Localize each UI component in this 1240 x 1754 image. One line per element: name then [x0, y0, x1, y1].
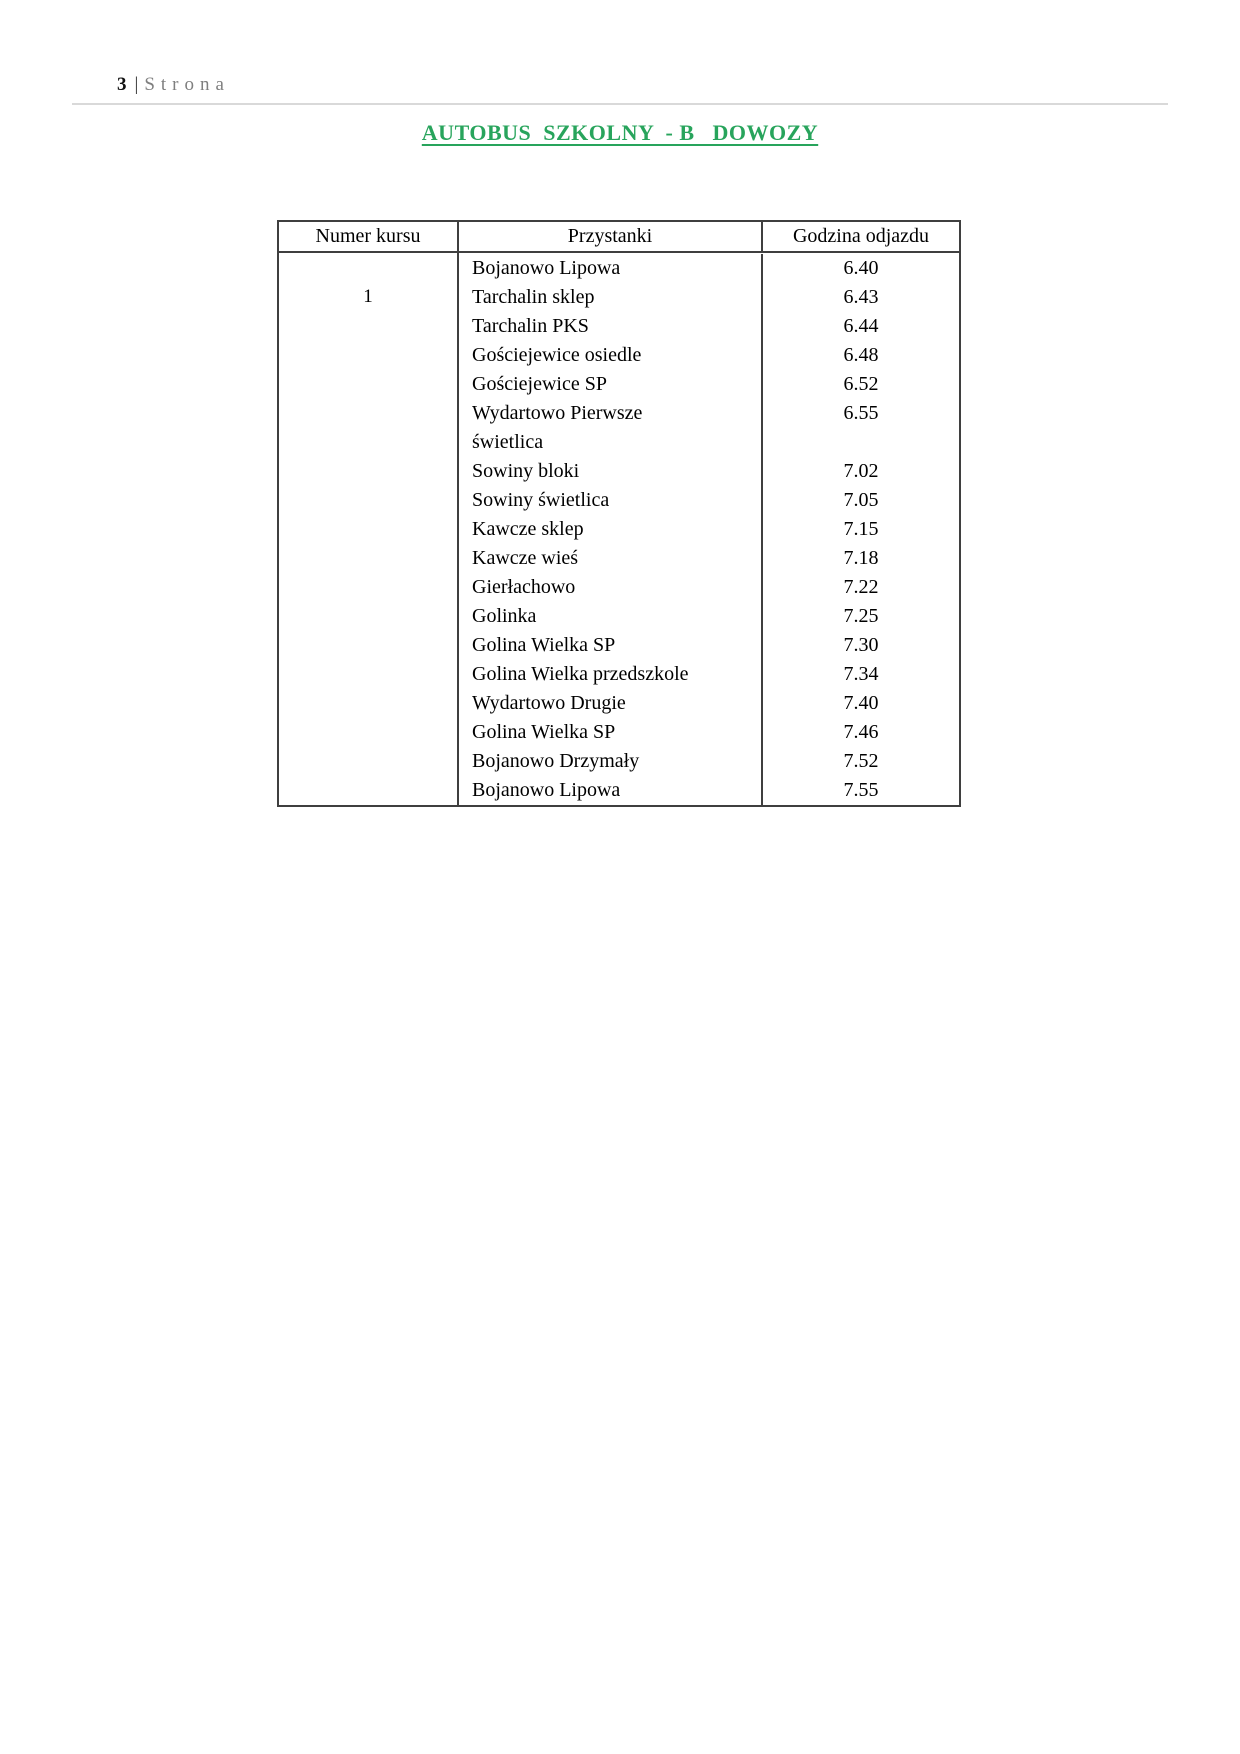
stop-name-cell: Gierłachowo	[459, 573, 763, 602]
stop-name-cell: Bojanowo Drzymały	[459, 747, 763, 776]
table-row	[459, 544, 959, 573]
page-number: 3	[117, 74, 127, 95]
table-row	[459, 254, 959, 283]
table-row	[459, 312, 959, 341]
table-row	[459, 457, 959, 486]
departure-time-cell: 7.18	[843, 547, 879, 569]
stop-name-cell: Bojanowo Lipowa	[459, 254, 763, 283]
page-number-separator: |	[134, 74, 139, 95]
stop-name-cell: Kawcze sklep	[459, 515, 763, 544]
departure-time-cell: 6.44	[843, 315, 879, 337]
departure-time-cell: 7.40	[843, 692, 879, 714]
departure-time-cell: 7.46	[843, 721, 879, 743]
departure-time-cell: 6.52	[843, 373, 879, 395]
stop-name-cell: Sowiny bloki	[459, 457, 763, 486]
table-body	[279, 253, 959, 805]
page-title: AUTOBUS SZKOLNY - B DOWOZY	[421, 120, 819, 145]
table-header-row	[279, 222, 959, 253]
departure-time-cell	[763, 428, 959, 457]
course-number-cell: 1	[279, 253, 459, 805]
departure-time-cell: 7.25	[843, 605, 879, 627]
page-header	[117, 74, 230, 96]
departure-time-cell: 7.34	[843, 663, 879, 685]
departure-time-cell: 7.15	[843, 518, 879, 540]
stop-name-cell: Bojanowo Lipowa	[459, 776, 763, 805]
stop-name-cell: Gościejewice osiedle	[459, 341, 763, 370]
departure-time-cell: 7.02	[843, 460, 879, 482]
column-header-stops: Przystanki	[459, 222, 763, 251]
bus-schedule-table	[277, 220, 961, 807]
table-row	[459, 486, 959, 515]
table-row	[459, 515, 959, 544]
table-row	[459, 660, 959, 689]
table-row	[459, 602, 959, 631]
stops-rows	[459, 253, 959, 805]
table-row	[459, 747, 959, 776]
table-row	[459, 399, 959, 428]
stop-name-cell: Golina Wielka SP	[459, 631, 763, 660]
stop-name-cell: Golina Wielka przedszkole	[459, 660, 763, 689]
table-row	[459, 283, 959, 312]
page-label: Strona	[144, 74, 230, 95]
table-row	[459, 718, 959, 747]
table-row	[459, 573, 959, 602]
stop-name-cell: Tarchalin sklep	[459, 283, 763, 312]
table-row	[459, 776, 959, 805]
stop-name-cell: Tarchalin PKS	[459, 312, 763, 341]
departure-time-cell: 6.40	[843, 257, 879, 279]
table-row	[459, 370, 959, 399]
departure-time-cell: 6.48	[843, 344, 879, 366]
stop-name-cell: Wydartowo Pierwsze	[459, 399, 763, 428]
departure-time-cell: 7.52	[843, 750, 879, 772]
stop-name-cell: Kawcze wieś	[459, 544, 763, 573]
departure-time-cell: 7.55	[843, 779, 879, 801]
stop-name-cell: Wydartowo Drugie	[459, 689, 763, 718]
table-row	[459, 631, 959, 660]
header-rule	[72, 103, 1168, 105]
table-row	[459, 689, 959, 718]
departure-time-cell: 7.30	[843, 634, 879, 656]
departure-time-cell: 7.05	[843, 489, 879, 511]
stop-name-cell: Golinka	[459, 602, 763, 631]
table-row	[459, 341, 959, 370]
stop-name-cell: Golina Wielka SP	[459, 718, 763, 747]
departure-time-cell: 6.55	[843, 402, 879, 424]
title-row	[0, 120, 1240, 146]
column-header-course-number: Numer kursu	[279, 222, 459, 251]
stop-name-cell: świetlica	[459, 428, 763, 457]
departure-time-cell: 7.22	[843, 576, 879, 598]
stop-name-cell: Gościejewice SP	[459, 370, 763, 399]
column-header-departure-time: Godzina odjazdu	[792, 225, 930, 247]
stop-name-cell: Sowiny świetlica	[459, 486, 763, 515]
table-row	[459, 428, 959, 457]
departure-time-cell: 6.43	[843, 286, 879, 308]
